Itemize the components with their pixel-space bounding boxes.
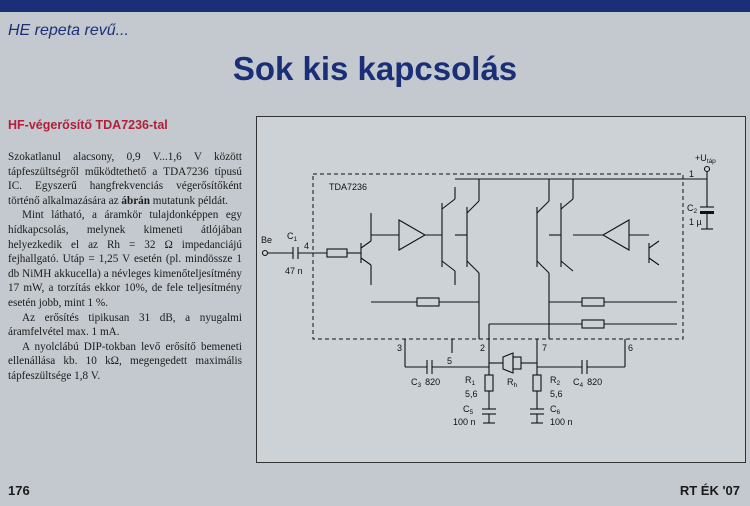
journal-name: RT ÉK '07 [679, 483, 740, 498]
page-number: 176 [8, 483, 30, 498]
c1-value: 47 n [285, 266, 303, 276]
pin-1-label: 1 [689, 169, 695, 179]
page-title: Sok kis kapcsolás [232, 50, 518, 87]
rh-label: $R_h$ [507, 377, 518, 389]
pin-6-label: 6 [628, 343, 634, 353]
pin-5-label: 5 [447, 356, 453, 366]
ic-label: TDA7236 [329, 182, 368, 192]
series-title: HE repeta revű... [8, 22, 129, 39]
bold-figure-ref: ábrán [121, 194, 150, 207]
r1-label: $R_1$ [465, 375, 476, 387]
c4-label: $C_4$ 820 [573, 377, 603, 389]
top-rule [0, 0, 750, 12]
c1-label: $C_1$ [287, 231, 298, 243]
pin-2-label: 2 [480, 343, 486, 353]
r2-label: $R_2$ [550, 375, 561, 387]
c2-value: 1 µ [689, 217, 702, 227]
c5-label: $C_5$ [463, 404, 474, 416]
article-subhead: HF-végerősítő TDA7236-tal [8, 118, 168, 132]
supply-label: $+U_{táp}$ [695, 153, 716, 165]
supply-terminal [705, 167, 710, 172]
paragraph-1: Szokatlanul alacsony, 0,9 V...1,6 V között tápfeszültségről működtethető a TDA7236 típusú IC. Egyszerű hangfrekvenciás végerősítőként történő alkalmazására az ábrán mutatunk példát. [8, 151, 242, 207]
ic-outline [313, 174, 683, 339]
pin-4-label: 4 [304, 241, 310, 251]
paragraph-3: Az erősítés tipikusan 31 dB, a nyugalmi áramfelvétel max. 1 mA. [8, 311, 242, 339]
article-body [8, 150, 242, 384]
r1-value: 5,6 [465, 389, 478, 399]
paragraph-4: A nyolclábú DIP-tokban levő erősítő bemeneti ellenállása kb. 10 kΩ, megengedett maximális tápfeszültsége 1,8 V. [8, 340, 242, 382]
circuit-schematic [257, 117, 745, 462]
c3-label: $C_3$ 820 [411, 377, 441, 389]
input-terminal [263, 251, 268, 256]
pin-7-label: 7 [542, 343, 548, 353]
r2-value: 5,6 [550, 389, 563, 399]
pin-3-label: 3 [397, 343, 403, 353]
input-label: Be [261, 235, 273, 245]
schematic-figure [256, 116, 746, 463]
c2-label: $C_2$ [687, 203, 698, 215]
c6-label: $C_6$ [550, 404, 561, 416]
paragraph-2: Mint látható, a áramkör tulajdonképpen egy hídkapcsolás, melynek kimeneti átlójában helyezkedik el az Rh = 32 Ω impedanciájú fejhallgató. Utáp = 1,25 V esetén (pl. mindössze 1 db NiMH akkucella) a névleges kimenőteljesítmény 17 mW, a torzítás ekkor 10%, de fele teljesítmény esetén jobb, mint 1 %. [8, 209, 242, 309]
c5-value: 100 n [453, 417, 476, 427]
c6-value: 100 n [550, 417, 573, 427]
